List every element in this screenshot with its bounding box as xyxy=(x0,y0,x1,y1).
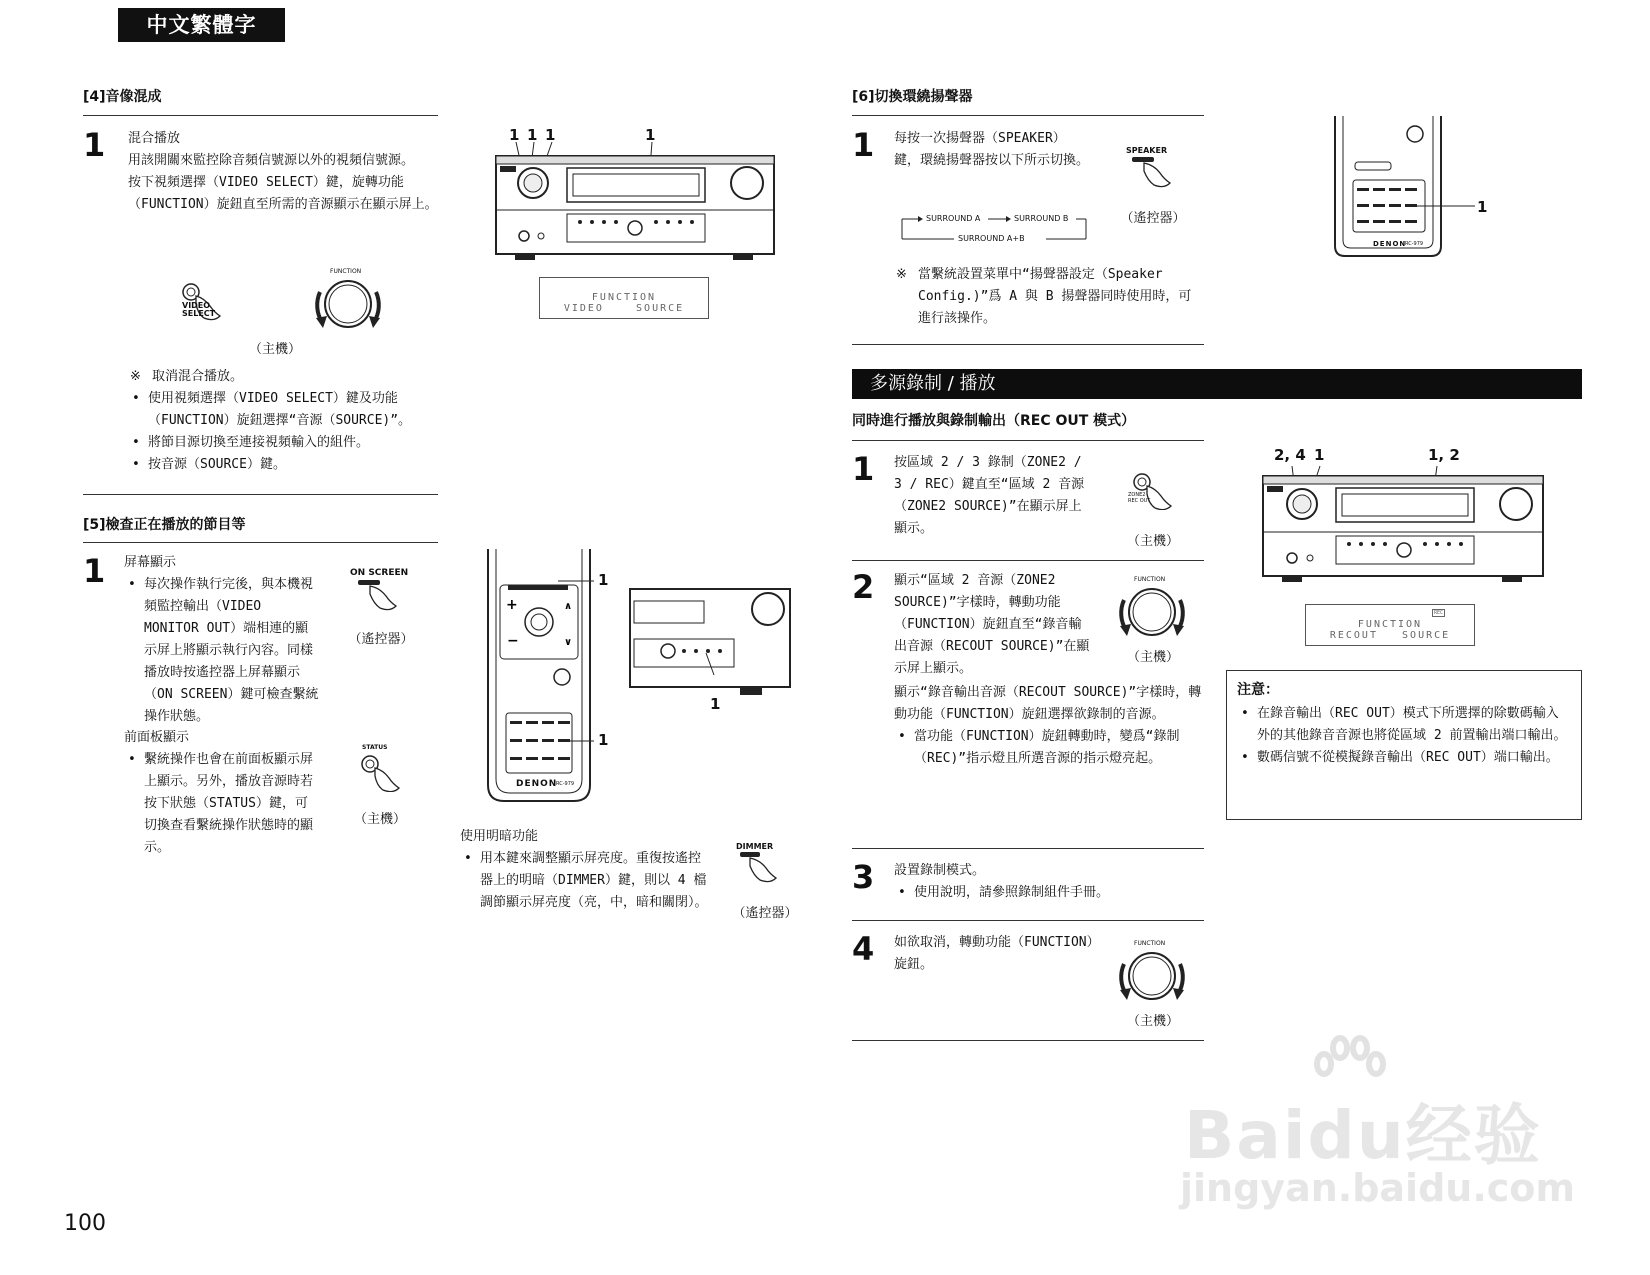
remote-brand: DENON xyxy=(1373,240,1407,248)
caution-title: 注意： xyxy=(1237,682,1279,698)
divider xyxy=(83,542,438,543)
note-bullet: • 使用視頻選擇（VIDEO SELECT）鍵及功能（FUNCTION）旋鈕選擇“音源（SOURCE)”。 xyxy=(128,388,440,432)
remote-drawing xyxy=(1325,116,1505,261)
remote-model: RC-979 xyxy=(1405,241,1424,247)
section-6-title: [6]切換環繞揚聲器 xyxy=(852,89,973,105)
flow-item: SURROUND B xyxy=(1014,214,1069,223)
rec-indicator: REC xyxy=(1434,610,1444,616)
caption: （遙控器） xyxy=(348,632,414,647)
status-label: STATUS xyxy=(362,744,388,751)
video-select-label: VIDEO SELECT xyxy=(182,301,216,318)
page-number: 100 xyxy=(64,1211,106,1236)
flow-item: SURROUND A+B xyxy=(958,234,1025,243)
svg-text:−: − xyxy=(507,633,519,649)
divider xyxy=(852,560,1204,561)
caption: （主機） xyxy=(353,812,406,827)
dimmer-label: DIMMER xyxy=(736,842,774,851)
divider xyxy=(852,440,1204,441)
speaker-note xyxy=(894,264,1198,330)
callout: 1 xyxy=(598,731,609,749)
dimmer-text xyxy=(460,826,710,914)
watermark-url: jingyan.baidu.com xyxy=(1180,1166,1575,1210)
display-panel xyxy=(539,277,709,319)
section-5-title: [5]檢查正在播放的節目等 xyxy=(83,517,246,533)
caution-bullet: • 在錄音輸出（REC OUT）模式下所選擇的除數碼輸入外的其他錄音音源也將從區域 2 前置輸出端口輸出。 xyxy=(1237,703,1571,747)
knob-label: FUNCTION xyxy=(330,268,362,275)
step-bullet: • 用本鍵來調整顯示屏亮度。重復按遙控器上的明暗（DIMMER）鍵，則以 4 檔調節顯示屏亮度（亮，中，暗和關閉）。 xyxy=(460,848,710,914)
paw-icon xyxy=(1310,1034,1390,1094)
remote-figure xyxy=(1325,116,1505,261)
step-line: 用該開關來監控除音頻信號源以外的視頻信號源。 xyxy=(128,153,415,168)
front-panel-text xyxy=(124,727,320,859)
receiver-drawing xyxy=(495,142,785,262)
callout: 1 xyxy=(710,695,721,713)
callout: 1 xyxy=(1314,446,1325,464)
section-4-title: [4]音像混成 xyxy=(83,89,162,105)
speaker-button-icon xyxy=(1130,155,1180,191)
dimmer-title: 使用明暗功能 xyxy=(460,829,539,844)
speaker-flow xyxy=(896,210,1092,250)
note-bullet: • 按音源（SOURCE）鍵。 xyxy=(128,454,440,476)
section-band: 多源錄制 / 播放 xyxy=(852,369,1582,399)
remote-receiver-figure xyxy=(470,545,800,815)
display-line: VIDEO SOURCE xyxy=(563,303,685,314)
step-bullet: • 每次操作執行完後，與本機視頻監控輸出（VIDEO MONITOR OUT）端相連的顯示屏上將顯示執行內容。同樣播放時按遙控器上屏幕顯示（ON SCREEN）鍵可檢查繫統操作狀態。 xyxy=(124,574,320,728)
divider xyxy=(83,494,438,495)
function-knob-icon xyxy=(1110,580,1194,640)
step-title: 混合播放 xyxy=(128,131,181,146)
divider xyxy=(83,115,438,116)
step-number: 2 xyxy=(852,568,875,606)
notes xyxy=(128,366,440,476)
knob-label: FUNCTION xyxy=(1134,940,1166,947)
step-bullet: • 使用說明，請參照錄制組件手冊。 xyxy=(894,882,1204,904)
step-line: 按下視頻選擇（VIDEO SELECT）鍵，旋轉功能（FUNCTION）旋鈕直至所需的音源顯示在顯示屏上。 xyxy=(128,175,438,212)
step-line: 設置錄制模式。 xyxy=(894,863,986,878)
callout: 1 xyxy=(545,126,556,144)
svg-text:+: + xyxy=(506,597,518,613)
step-title: 屏幕顯示 xyxy=(124,555,177,570)
divider xyxy=(852,1040,1204,1041)
status-button-icon xyxy=(358,752,408,792)
display-line: FUNCTION xyxy=(591,292,657,303)
callout: 1 xyxy=(527,126,538,144)
callout: 1 xyxy=(598,571,609,589)
divider xyxy=(852,848,1204,849)
step-bullet: • 當功能（FUNCTION）旋鈕轉動時，變爲“錄制（REC)”指示燈且所選音源的指示燈亮起。 xyxy=(894,726,1204,770)
divider xyxy=(852,344,1204,345)
on-screen-button-icon xyxy=(356,578,406,614)
function-knob-icon xyxy=(1110,944,1194,1004)
remote-brand: DENON xyxy=(516,779,558,789)
callout: 1 xyxy=(645,126,656,144)
step-number: 3 xyxy=(852,858,875,896)
receiver-drawing xyxy=(1262,462,1552,586)
step-text: 每按一次揚聲器（SPEAKER）鍵，環繞揚聲器按以下所示切換。 xyxy=(894,131,1090,168)
callout: 2, 4 xyxy=(1274,446,1306,464)
step-text xyxy=(124,552,320,728)
receiver-figure xyxy=(495,124,795,264)
caption: （主機） xyxy=(248,342,301,357)
cancel-note: ※ 取消混合播放。 xyxy=(128,366,440,388)
step-text xyxy=(894,682,1204,770)
caption: （主機） xyxy=(1126,534,1179,549)
front-panel-title: 前面板顯示 xyxy=(124,730,190,745)
step-number: 1 xyxy=(83,126,106,164)
language-tab: 中文繁體字 xyxy=(118,8,285,42)
remote-drawing xyxy=(470,545,800,815)
divider xyxy=(852,920,1204,921)
step-text xyxy=(128,128,438,216)
step-number: 1 xyxy=(852,126,875,164)
step-text: 按區域 2 / 3 錄制（ZONE2 / 3 / REC）鍵直至“區域 2 音源（ZONE2 SOURCE)”在顯示屏上顯示。 xyxy=(894,455,1085,536)
caution-bullet: • 數碼信號不從模擬錄音輸出（REC OUT）端口輸出。 xyxy=(1237,747,1571,769)
caption: （主機） xyxy=(1126,650,1179,665)
on-screen-label: ON SCREEN xyxy=(350,568,409,578)
section-subtitle: 同時進行播放與錄制輸出（REC OUT 模式） xyxy=(852,413,1136,429)
note-bullet: • 將節目源切換至連接視頻輸入的組件。 xyxy=(128,432,440,454)
callout: 1, 2 xyxy=(1428,446,1460,464)
display-panel xyxy=(1305,604,1475,646)
remote-model: RC-979 xyxy=(556,781,575,787)
display-line: FUNCTION xyxy=(1357,619,1423,630)
divider xyxy=(852,115,1204,116)
svg-text:∨: ∨ xyxy=(564,637,573,648)
knob-label: FUNCTION xyxy=(1134,576,1166,583)
step-text: 如欲取消，轉動功能（FUNCTION）旋鈕。 xyxy=(894,935,1094,972)
dimmer-button-icon xyxy=(738,850,788,886)
caption: （遙控器） xyxy=(1120,211,1186,226)
zone2-label: ZONE2 REC OUT xyxy=(1128,492,1151,504)
flow-item: SURROUND A xyxy=(926,214,981,223)
step-number: 4 xyxy=(852,930,875,968)
callout: 1 xyxy=(509,126,520,144)
step-number: 1 xyxy=(852,450,875,488)
display-line: RECOUT SOURCE xyxy=(1329,630,1451,641)
svg-text:∧: ∧ xyxy=(564,601,573,612)
step-bullet: • 繫統操作也會在前面板顯示屏上顯示。另外，播放音源時若按下狀態（STATUS）鍵，可切換查看繫統操作狀態時的顯示。 xyxy=(124,749,320,859)
step-text: 顯示“區域 2 音源（ZONE2 SOURCE)”字樣時，轉動功能（FUNCTION）旋鈕直至“錄音輸出音源（RECOUT SOURCE)”在顯示屏上顯示。 xyxy=(894,573,1090,676)
watermark-brand: Baidu经验 xyxy=(1184,1097,1542,1174)
caption: （主機） xyxy=(1126,1014,1179,1029)
receiver-figure xyxy=(1262,446,1562,586)
step-number: 1 xyxy=(83,552,106,590)
note: ※ 當繫統設置菜單中“揚聲器設定（Speaker Config.)”爲 A 與 B 揚聲器同時使用時，可進行該操作。 xyxy=(894,264,1198,330)
step-text xyxy=(894,860,1204,904)
function-knob-icon xyxy=(306,272,390,332)
zone2-button-icon xyxy=(1130,470,1180,510)
caution-box xyxy=(1226,670,1582,820)
step-text-2: 顯示“錄音輸出音源（RECOUT SOURCE)”字樣時，轉動功能（FUNCTION）旋鈕選擇欲錄制的音源。 xyxy=(894,685,1202,722)
callout: 1 xyxy=(1477,198,1488,216)
caption: （遙控器） xyxy=(732,906,798,921)
speaker-label: SPEAKER xyxy=(1126,146,1168,155)
